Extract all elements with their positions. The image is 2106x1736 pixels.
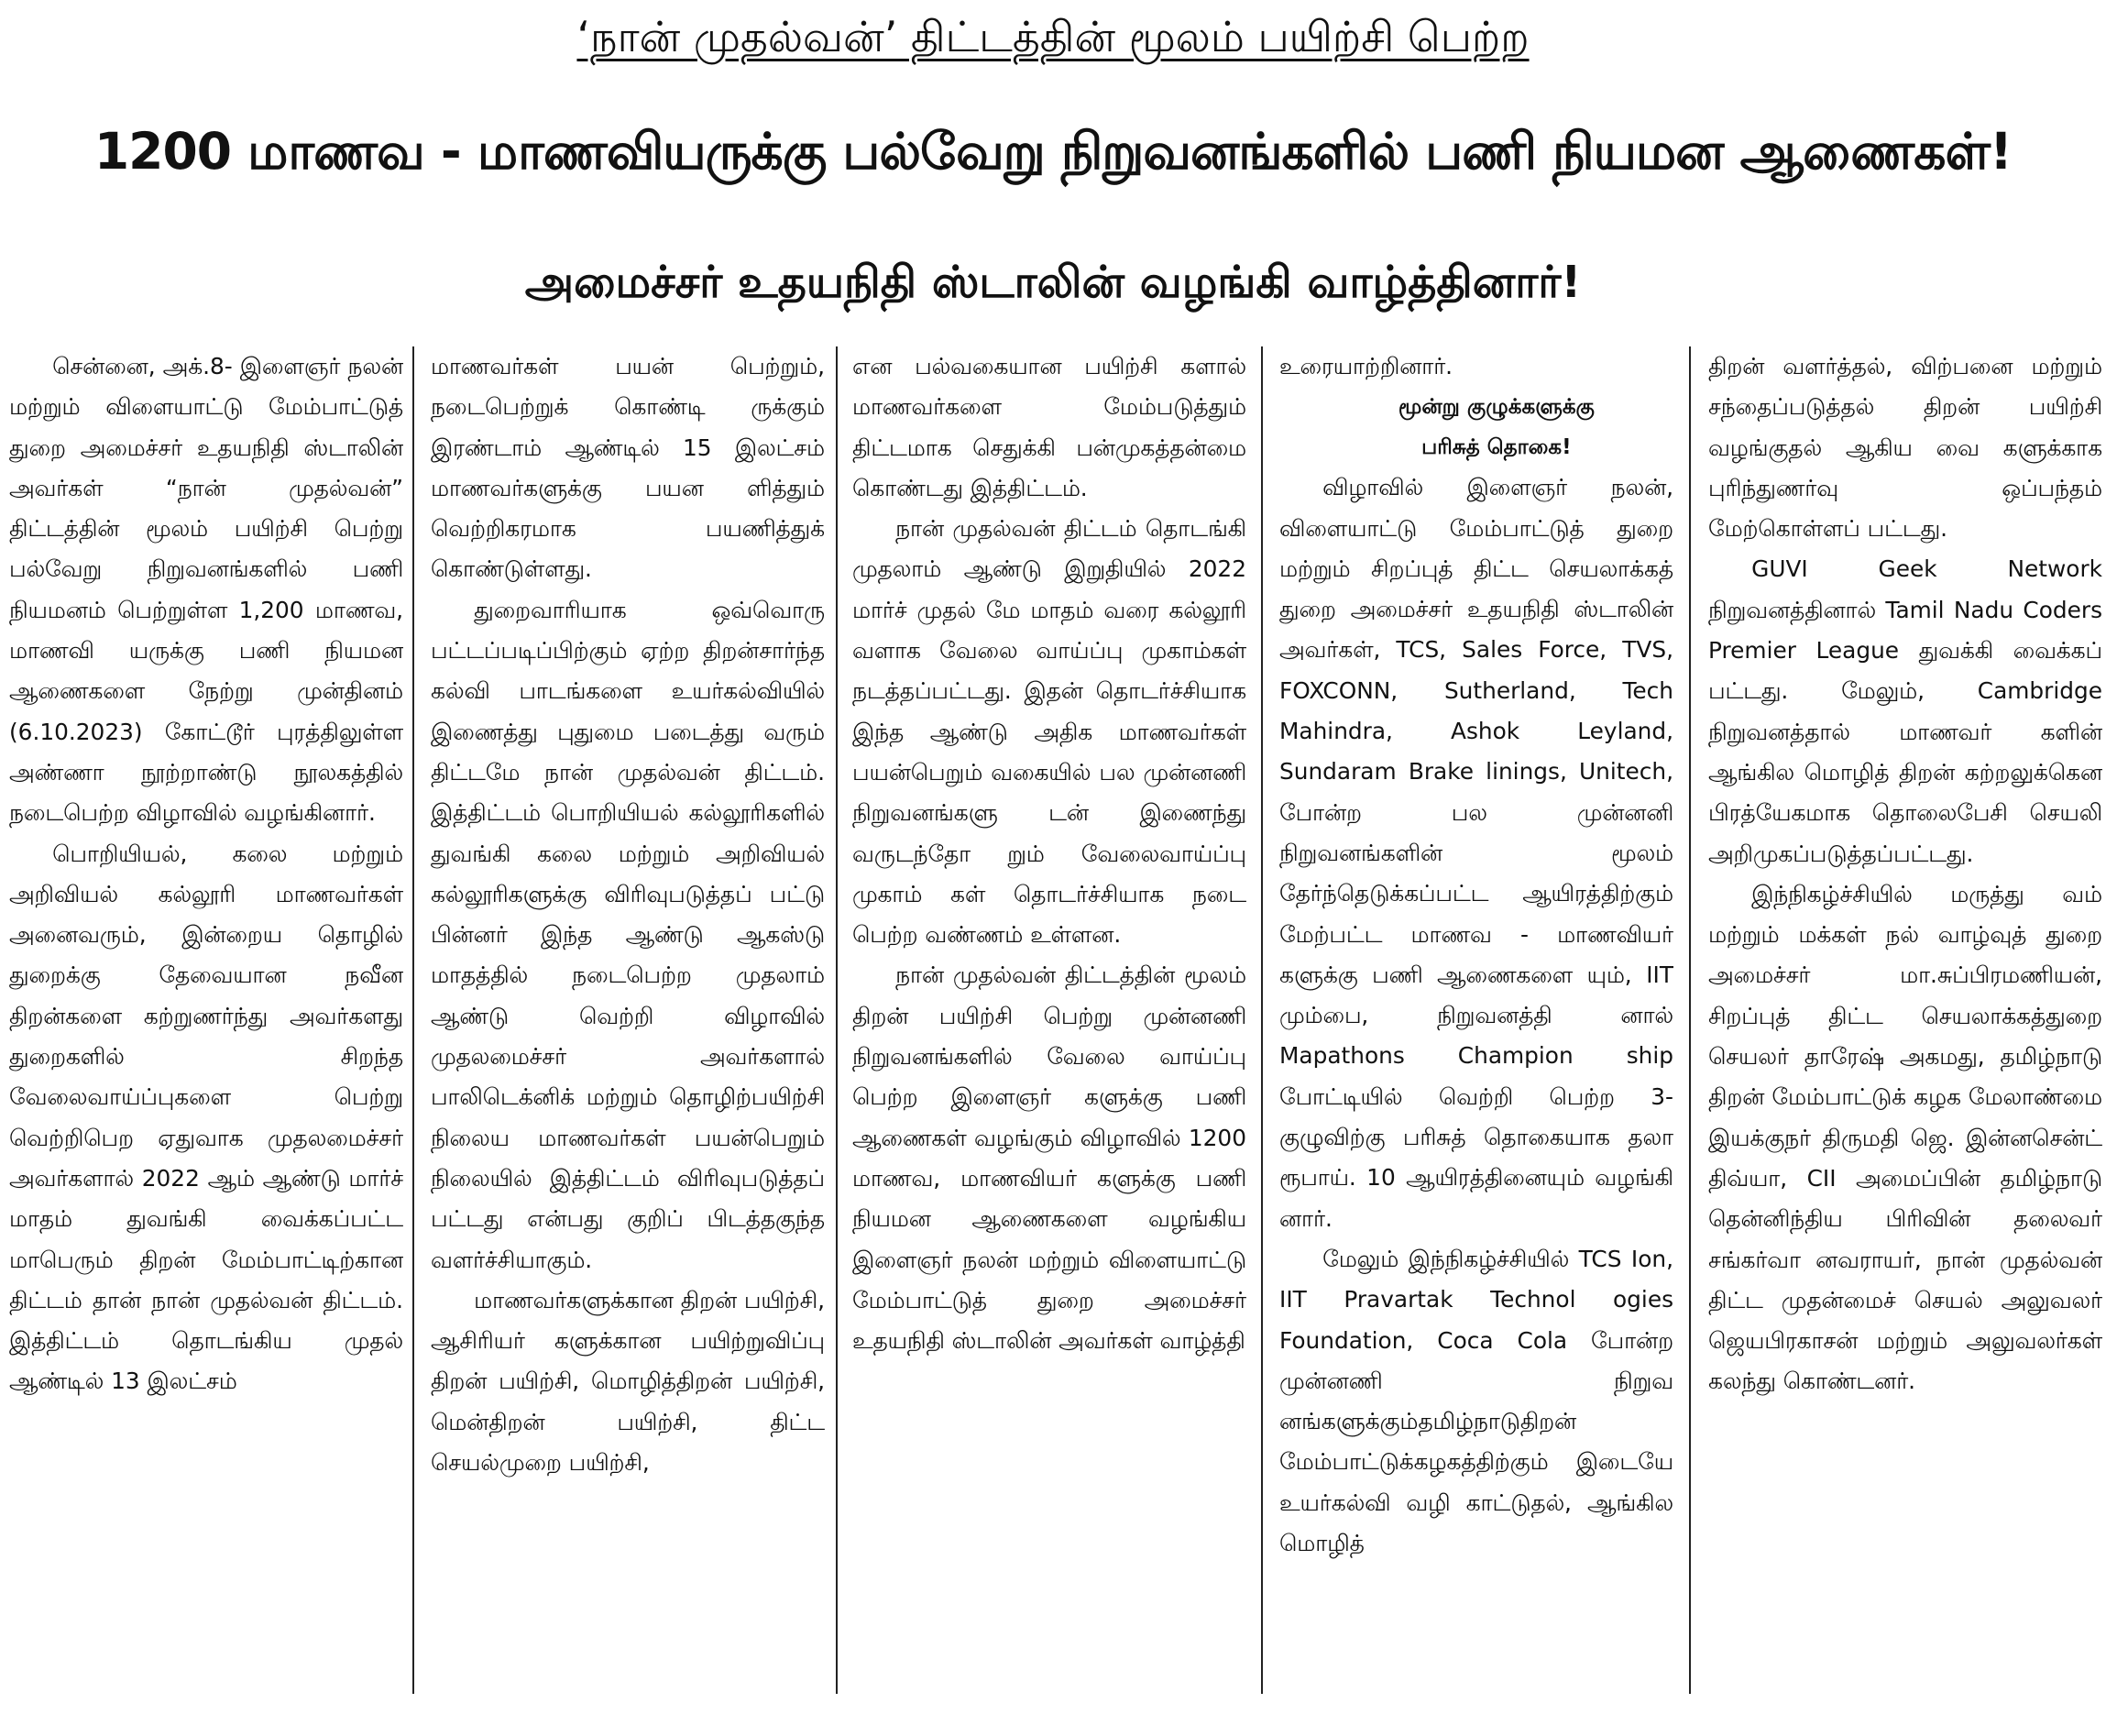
paragraph: மேலும் இந்நிகழ்ச்சியில் TCS Ion, IIT Pravartak Technol ogies Foundation, Coca Cola போன்ற முன்னணி நிறுவ னங்களுக்கும்தமிழ்நாடுதிறன் மேம்பாட்டுக்கழகத்திற்கும் இடையே உயர்கல்வி வழி காட்டுதல், ஆங்கில மொழித் (1279, 1245, 1673, 1557)
paragraph: என பல்வகையான பயிற்சி களால் மாணவர்களை மேம்படுத்தும் திட்டமாக செதுக்கி பன்முகத்தன்மை கொண்டது இத்திட்டம். (852, 353, 1246, 501)
column-2 (431, 346, 825, 1721)
paragraph: மாணவர்கள் பயன் பெற்றும், நடைபெற்றுக் கொண்டி ருக்கும் இரண்டாம் ஆண்டில் 15 இலட்சம் மாணவர்களுக்கு பயன ளித்தும் வெற்றிகரமாக பயணித்துக் கொண்டுள்ளது. (431, 353, 825, 583)
column-5 (1708, 346, 2102, 1721)
paragraph: உரையாற்றினார். (1279, 353, 1453, 379)
paragraph: நான் முதல்வன் திட்டத்தின் மூலம் திறன் பயிற்சி பெற்று முன்னணி நிறுவனங்களில் வேலை வாய்ப்பு பெற்ற இளைஞர் களுக்கு பணி ஆணைகள் வழங்கும் விழாவில் 1200 மாணவ, மாணவியர் களுக்கு பணி நியமன ஆணைகளை வழங்கிய இளைஞர் நலன் மற்றும் விளையாட்டு மேம்பாட்டுத் துறை அமைச்சர் உதயநிதி ஸ்டாலின் அவர்கள் வாழ்த்தி (852, 961, 1246, 1355)
paragraph: மாணவர்களுக்கான திறன் பயிற்சி, ஆசிரியர் களுக்கான பயிற்றுவிப்பு திறன் பயிற்சி, மொழித்திறன் பயிற்சி, மென்திறன் பயிற்சி, திட்ட செயல்முறை பயிற்சி, (431, 1286, 825, 1477)
article-headline: 1200 மாணவ - மாணவியருக்கு பல்வேறு நிறுவனங்களில் பணி நியமன ஆணைகள்! (93, 122, 2013, 181)
paragraph: GUVI Geek Network நிறுவனத்தினால் Tamil Nadu Coders Premier League துவக்கி வைக்கப் பட்டது. மேலும், Cambridge நிறுவனத்தால் மாணவர் களின் ஆங்கில மொழித் திறன் கற்றலுக்கென பிரத்யேகமாக தொலைபேசி செயலி அறிமுகப்படுத்தப்பட்டது. (1708, 555, 2102, 867)
paragraph: விழாவில் இளைஞர் நலன், விளையாட்டு மேம்பாட்டுத் துறை மற்றும் சிறப்புத் திட்ட செயலாக்கத் துறை அமைச்சர் உதயநிதி ஸ்டாலின் அவர்கள், TCS, Sales Force, TVS, FOXCONN, Sutherland, Tech Mahindra, Ashok Leyland, Sundaram Brake linings, Unitech, போன்ற பல முன்னனி நிறுவனங்களின் மூலம் தேர்ந்தெடுக்கப்பட்ட ஆயிரத்திற்கும் மேற்பட்ட மாணவ - மாணவியர் களுக்கு பணி ஆணைகளை யும், IIT மும்பை, நிறுவனத்தி னால் Mapathons Champion ship போட்டியில் வெற்றி பெற்ற 3-குழுவிற்கு பரிசுத் தொகையாக தலா ரூபாய். 10 ஆயிரத்தினையும் வழங்கி னார். (1279, 474, 1673, 1232)
paragraph: பொறியியல், கலை மற்றும் அறிவியல் கல்லூரி மாணவர்கள் அனைவரும், இன்றைய தொழில் துறைக்கு தேவையான நவீன திறன்களை கற்றுணர்ந்து அவர்களது துறைகளில் சிறந்த வேலைவாய்ப்புகளை பெற்று வெற்றிபெற ஏதுவாக முதலமைச்சர் அவர்களால் 2022 ஆம் ஆண்டு மார்ச் மாதம் துவங்கி வைக்கப்பட்ட மாபெரும் திறன் மேம்பாட்டிற்கான திட்டம் தான் நான் முதல்வன் திட்டம். இத்திட்டம் தொடங்கிய முதல் ஆண்டில் 13 இலட்சம் (9, 840, 403, 1395)
paragraph: துறைவாரியாக ஒவ்வொரு பட்டப்படிப்பிற்கும் ஏற்ற திறன்சார்ந்த கல்வி பாடங்களை உயர்கல்வியில் இணைத்து புதுமை படைத்து வரும் திட்டமே நான் முதல்வன் திட்டம். இத்திட்டம் பொறியியல் கல்லூரிகளில் துவங்கி கலை மற்றும் அறிவியல் கல்லூரிகளுக்கு விரிவுபடுத்தப் பட்டு பின்னர் இந்த ஆண்டு ஆகஸ்டு மாதத்தில் நடைபெற்ற முதலாம் ஆண்டு வெற்றி விழாவில் முதலமைச்சர் அவர்களால் பாலிடெக்னிக் மற்றும் தொழிற்பயிற்சி நிலைய மாணவர்கள் பயன்பெறும் நிலையில் இத்திட்டம் விரிவுபடுத்தப் பட்டது என்பது குறிப் பிடத்தகுந்த வளர்ச்சியாகும். (431, 596, 825, 1273)
column-1 (9, 346, 403, 1721)
article-body (0, 346, 2106, 1721)
paragraph: இந்நிகழ்ச்சியில் மருத்து வம் மற்றும் மக்கள் நல் வாழ்வுத் துறை அமைச்சர் மா.சுப்பிரமணியன், சிறப்புத் திட்ட செயலாக்கத்துறை செயலர் தாரேஷ் அகமது, தமிழ்நாடு திறன் மேம்பாட்டுக் கழக மேலாண்மை இயக்குநர் திருமதி ஜெ. இன்னசென்ட் திவ்யா, CII அமைப்பின் தமிழ்நாடு தென்னிந்திய பிரிவின் தலைவர் சங்கர்வா னவராயர், நான் முதல்வன் திட்ட முதன்மைச் செயல் அலுவலர் ஜெயபிரகாசன் மற்றும் அலுவலர்கள் கலந்து கொண்டனர். (1708, 880, 2102, 1395)
paragraph: சென்னை, அக்.8- இளைஞர் நலன் மற்றும் விளையாட்டு மேம்பாட்டுத் துறை அமைச்சர் உதயநிதி ஸ்டாலின் அவர்கள் “நான் முதல்வன்” திட்டத்தின் மூலம் பயிற்சி பெற்று பல்வேறு நிறுவனங்களில் பணி நியமனம் பெற்றுள்ள 1,200 மாணவ, மாணவி யருக்கு பணி நியமன ஆணைகளை நேற்று முன்தினம் (6.10.2023) கோட்டூர் புரத்திலுள்ள அண்ணா நூற்றாண்டு நூலகத்தில் நடைபெற்ற விழாவில் வழங்கினார். (9, 353, 403, 827)
paragraph: நான் முதல்வன் திட்டம் தொடங்கி முதலாம் ஆண்டு இறுதியில் 2022 மார்ச் முதல் மே மாதம் வரை கல்லூரி வளாக வேலை வாய்ப்பு முகாம்கள் நடத்தப்பட்டது. இதன் தொடர்ச்சியாக இந்த ஆண்டு அதிக மாணவர்கள் பயன்பெறும் வகையில் பல முன்னணி நிறுவனங்களு டன் இணைந்து வருடந்தோ றும் வேலைவாய்ப்பு முகாம் கள் தொடர்ச்சியாக நடை பெற்ற வண்ணம் உள்ளன. (852, 515, 1246, 949)
article-kicker: ‘நான் முதல்வன்’ திட்டத்தின் மூலம் பயிற்சி பெற்ற (576, 12, 1530, 61)
column-4 (1279, 346, 1673, 1721)
section-heading: மூன்று குழுக்களுக்கு (1398, 395, 1595, 420)
paragraph: திறன் வளர்த்தல், விற்பனை மற்றும் சந்தைப்படுத்தல் திறன் பயிற்சி வழங்குதல் ஆகிய வை களுக்காக புரிந்துணர்வு ஒப்பந்தம் மேற்கொள்ளப் பட்டது. (1708, 353, 2102, 543)
column-3 (852, 346, 1246, 1721)
section-heading: பரிசுத் தொகை! (1421, 435, 1572, 460)
article-subheadline: அமைச்சர் உதயநிதி ஸ்டாலின் வழங்கி வாழ்த்தினார்! (524, 257, 1582, 308)
